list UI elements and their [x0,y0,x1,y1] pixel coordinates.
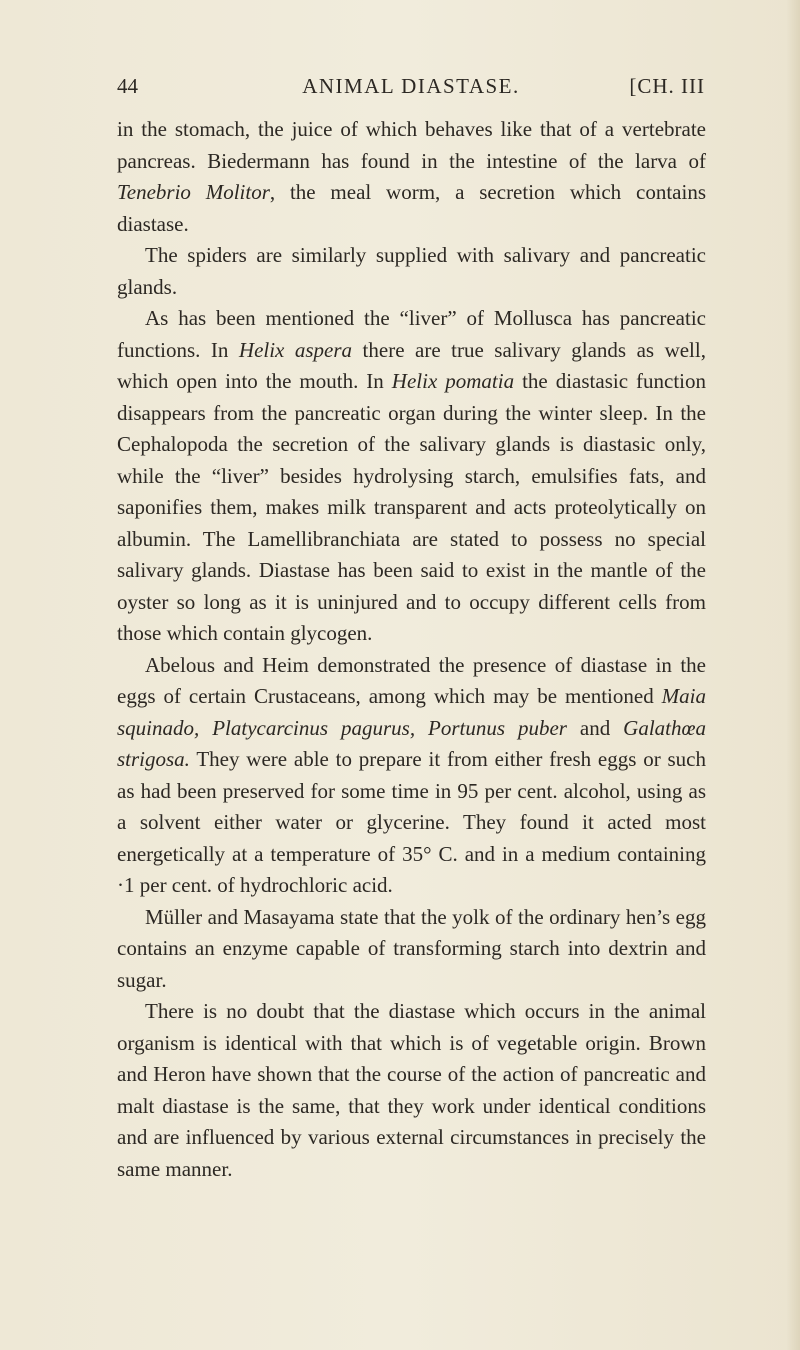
text-run: There is no doubt that the diastase which occurs in the animal organism is identical with that which is of vegetable origin. Brown and Heron have shown that the course of the action of pancreatic and malt diastase is the same, that they work under identical conditions and are influenced by various external circumstances in precisely the same manner. [117,999,706,1181]
page-edge-shadow [786,0,800,1350]
italic-term: Tenebrio Molitor [117,180,270,204]
text-run: As has been mentioned the “liver” of Mollusca has pancreatic functions. In [117,306,706,362]
text-run: there are true salivary glands as well, which open into the mouth. In [117,337,706,393]
paragraph [117,996,706,1185]
text-run: in the stomach, the juice of which behaves like that of a vertebrate pancreas. Biedermann has found in the intestine of the larva of [117,117,706,173]
text-run: They were able to prepare it from either fresh eggs or such as had been preserved for some time in 95 per cent. alcohol, using as a solvent either water or glycerine. They found it acted most energetically at a temperature of 35° C. and in a medium containing ·1 per cent. of hydrochloric acid. [117,747,706,897]
paragraph [117,650,706,902]
italic-term: Galathœa strigosa. [117,715,706,771]
paragraph [117,303,706,650]
paragraph [117,902,706,997]
text-run: Abelous and Heim demonstrated the presence of diastase in the eggs of certain Crustaceans, among which may be mentioned [117,652,706,708]
paragraph [117,114,706,240]
text-run: Müller and Masayama state that the yolk of the ordinary hen’s egg contains an enzyme capable of transforming starch into dextrin and sugar. [117,904,706,992]
body-text [117,114,706,1185]
text-run: and [566,715,624,740]
page-number: 44 [117,74,138,98]
chapter-marker: [CH. III [629,74,705,98]
page-header [117,74,705,104]
italic-term: Maia squinado, Platycarcinus pagurus, Portunus puber [117,684,706,740]
running-title: ANIMAL DIASTASE. [302,74,520,98]
text-run: The spiders are similarly supplied with salivary and pancreatic glands. [117,243,706,299]
text-run: , the meal worm, a secretion which contains diastase. [117,180,706,236]
italic-term: Helix aspera [238,337,353,362]
text-run: the diastasic function disappears from the pancreatic organ during the winter sleep. In the Cephalopoda the secretion of the salivary glands is diastasic only, while the “liver” besides hydrolysing starch, emulsifies fats, and saponifies them, makes milk transparent and acts proteolytically on albumin. The Lamellibranchiata are stated to possess no special salivary glands. Diastase has been said to exist in the mantle of the oyster so long as it is uninjured and to occupy different cells from those which contain glycogen. [117,369,706,645]
italic-term: Helix pomatia [391,369,515,393]
paragraph [117,240,706,303]
